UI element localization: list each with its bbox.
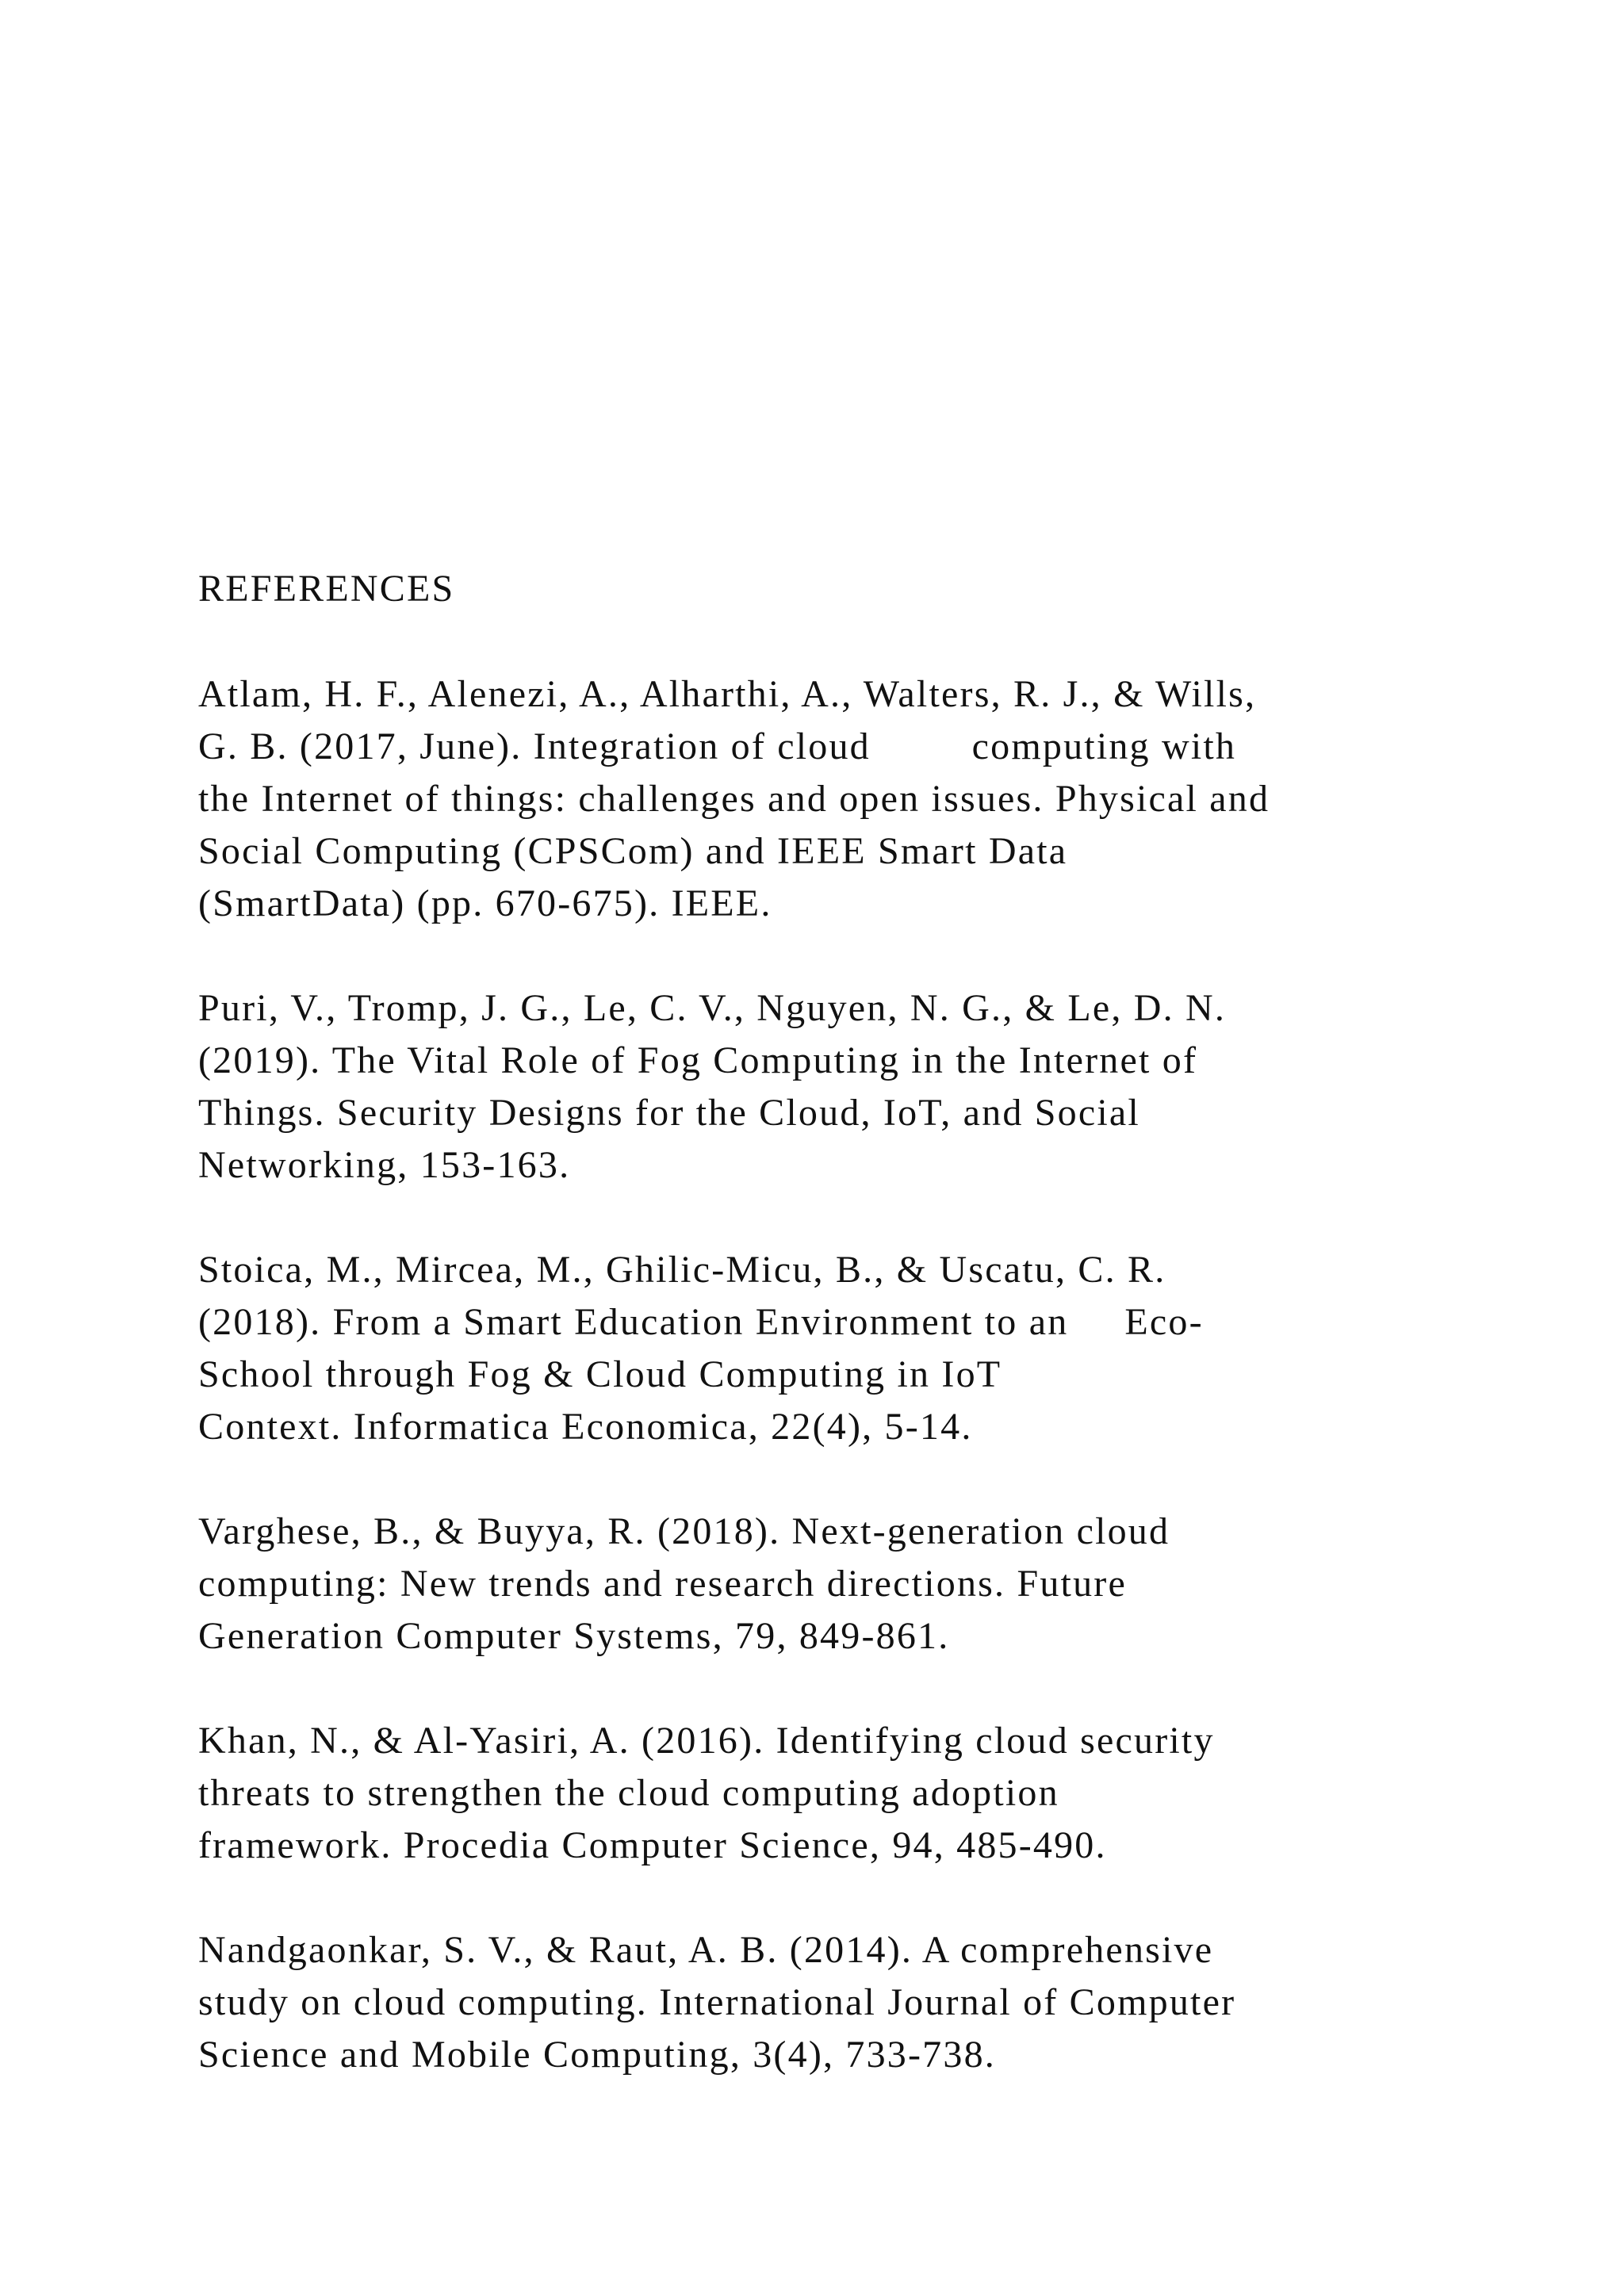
reference-line: study on cloud computing. International Journal of Computer xyxy=(198,1981,1236,2023)
reference-line: (2018). From a Smart Education Environment to an Eco- xyxy=(198,1301,1204,1343)
reference-line: School through Fog & Cloud Computing in IoT xyxy=(198,1353,1002,1395)
reference-line: Nandgaonkar, S. V., & Raut, A. B. (2014). A comprehensive xyxy=(198,1929,1214,1971)
reference-line: the Internet of things: challenges and open issues. Physical and xyxy=(198,778,1270,820)
reference-line: Varghese, B., & Buyya, R. (2018). Next-generation cloud xyxy=(198,1510,1170,1552)
references-heading: REFERENCES xyxy=(198,568,455,610)
reference-line: Social Computing (CPSCom) and IEEE Smart Data xyxy=(198,830,1068,872)
reference-entry xyxy=(198,668,1546,930)
reference-line: Generation Computer Systems, 79, 849-861. xyxy=(198,1615,950,1657)
reference-entry xyxy=(198,982,1546,1192)
references-list xyxy=(198,668,1546,2133)
reference-line: Atlam, H. F., Alenezi, A., Alharthi, A., Walters, R. J., & Wills, xyxy=(198,673,1257,715)
reference-line: Networking, 153-163. xyxy=(198,1144,571,1186)
reference-line: Stoica, M., Mircea, M., Ghilic-Micu, B., & Uscatu, C. R. xyxy=(198,1249,1166,1291)
reference-line: threats to strengthen the cloud computing adoption xyxy=(198,1772,1059,1814)
reference-line: Things. Security Designs for the Cloud, IoT, and Social xyxy=(198,1092,1140,1134)
reference-entry xyxy=(198,1924,1546,2081)
reference-line: Puri, V., Tromp, J. G., Le, C. V., Nguyen, N. G., & Le, D. N. xyxy=(198,987,1227,1029)
reference-entry xyxy=(198,1244,1546,1453)
reference-entry xyxy=(198,1715,1546,1872)
reference-line: Science and Mobile Computing, 3(4), 733-738. xyxy=(198,2034,996,2076)
reference-line: (2019). The Vital Role of Fog Computing in the Internet of xyxy=(198,1039,1198,1081)
reference-line: Khan, N., & Al-Yasiri, A. (2016). Identifying cloud security xyxy=(198,1720,1215,1762)
reference-line: Context. Informatica Economica, 22(4), 5-14. xyxy=(198,1406,973,1448)
reference-entry xyxy=(198,1506,1546,1663)
reference-line: framework. Procedia Computer Science, 94, 485-490. xyxy=(198,1824,1107,1866)
reference-line: (SmartData) (pp. 670-675). IEEE. xyxy=(198,882,772,924)
reference-line: computing: New trends and research directions. Future xyxy=(198,1563,1127,1605)
reference-line: G. B. (2017, June). Integration of cloud computing with xyxy=(198,725,1237,767)
